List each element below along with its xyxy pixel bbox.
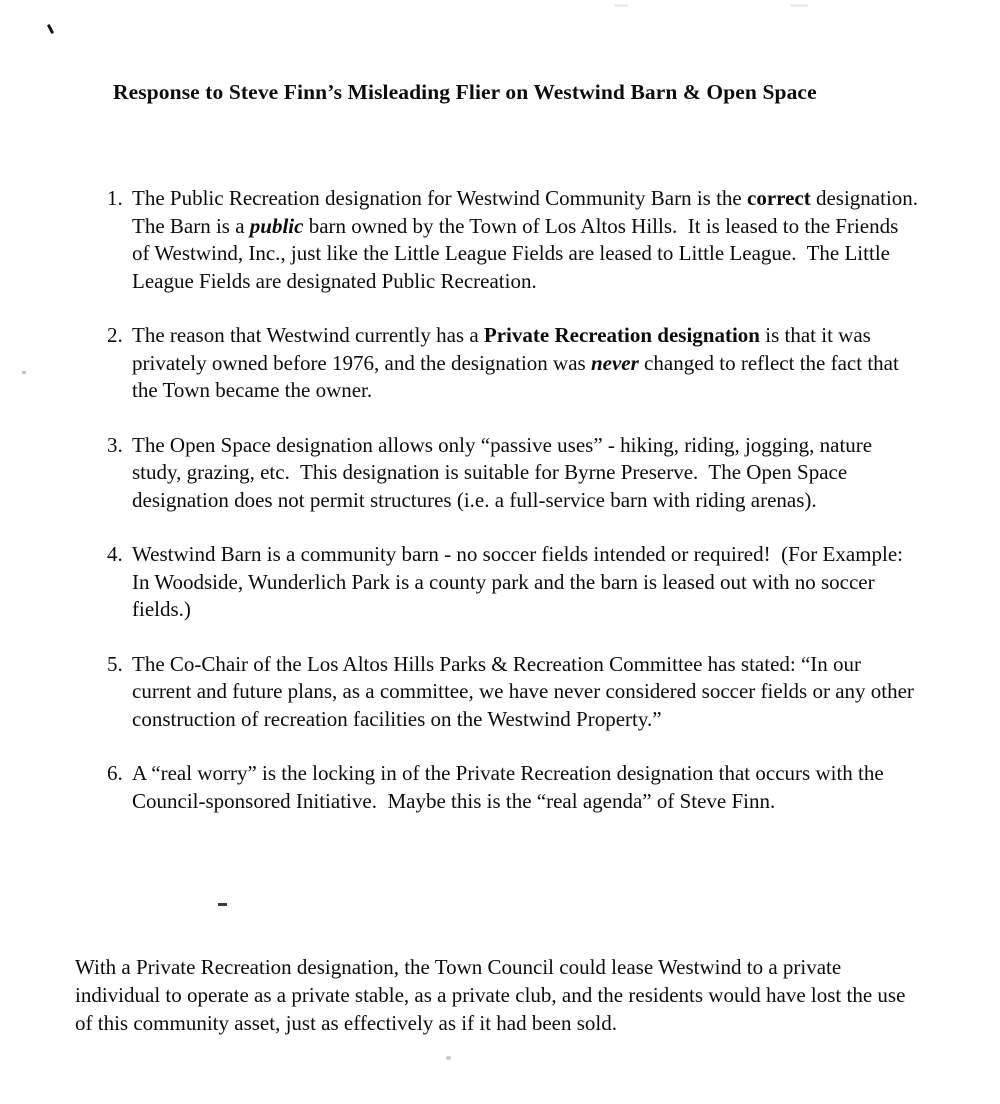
item-number: 5. — [107, 651, 123, 676]
scan-tick-artifact — [47, 24, 54, 34]
scan-speck-artifact — [614, 4, 628, 7]
item-number: 1. — [107, 186, 123, 210]
list-item — [107, 322, 919, 405]
item-number: 3. — [107, 432, 123, 457]
numbered-list — [107, 185, 929, 842]
item-text — [132, 322, 919, 405]
closing-paragraph: With a Private Recreation designation, the Town Council could lease Westwind to a private individual to operate as a private stable, as a private club, and the residents would have lost the use of this community asset, just as effectively as if it had been sold. — [75, 955, 911, 1035]
text-segment: The Open Space designation allows only “passive uses” - hiking, riding, jogging, nature study, grazing, etc. This designation is suitable for Byrne Preserve. The Open Space designation does not permit structures (i.e. a full-service barn with riding arenas). — [132, 432, 878, 512]
text-segment: barn owned by the Town of Los Altos Hills. It is leased to the Friends of Westwind, Inc., just like the Little League Fields are leased to Little League. The Little League Fields are designated Public Recreation. — [132, 213, 904, 293]
list-item — [107, 760, 919, 815]
text-segment: Westwind Barn is a community barn - no soccer fields intended or required! (For Example: In Woodside, Wunderlich Park is a county park and the barn is leased out with no soccer fields.) — [132, 542, 909, 621]
item-text — [132, 185, 929, 295]
item-text — [132, 541, 919, 624]
text-segment: is that it was privately owned before 1976, and the designation was — [132, 323, 877, 375]
text-segment: The Co-Chair of the Los Altos Hills Parks & Recreation Committee has stated: “In our current and future plans, as a committee, we have never considered soccer fields or any other construction of recreation facilities on the Westwind Property.” — [132, 651, 920, 731]
text-segment: Private Recreation designation — [483, 323, 760, 347]
document-title: Response to Steve Finn’s Misleading Flier on Westwind Barn & Open Space — [113, 80, 817, 104]
scan-speck-artifact — [446, 1056, 451, 1060]
text-segment: designation. The Barn is a — [132, 186, 929, 238]
list-item — [107, 651, 919, 734]
item-number: 4. — [107, 542, 123, 566]
text-segment: The Public Recreation designation for Westwind Community Barn is the — [132, 186, 747, 210]
item-text — [132, 432, 919, 515]
scan-speck-artifact — [22, 371, 26, 374]
text-segment: correct — [747, 186, 811, 210]
list-item — [107, 432, 919, 515]
item-number: 2. — [107, 323, 123, 347]
stray-dash-artifact — [218, 903, 227, 906]
item-text — [132, 760, 919, 815]
text-segment: A “real worry” is the locking in of the Private Recreation designation that occurs with the Council-sponsored Initiative. Maybe this is the “real agenda” of Steve Finn. — [132, 761, 889, 813]
text-segment: public — [249, 213, 304, 238]
text-segment: never — [590, 350, 639, 375]
text-segment: changed to reflect the fact that the Town became the owner. — [132, 350, 905, 402]
item-text — [132, 651, 919, 734]
text-segment: The reason that Westwind currently has a — [132, 323, 484, 347]
list-item — [107, 541, 919, 624]
scan-speck-artifact — [790, 4, 808, 7]
list-item — [107, 185, 929, 295]
item-number: 6. — [107, 761, 123, 785]
